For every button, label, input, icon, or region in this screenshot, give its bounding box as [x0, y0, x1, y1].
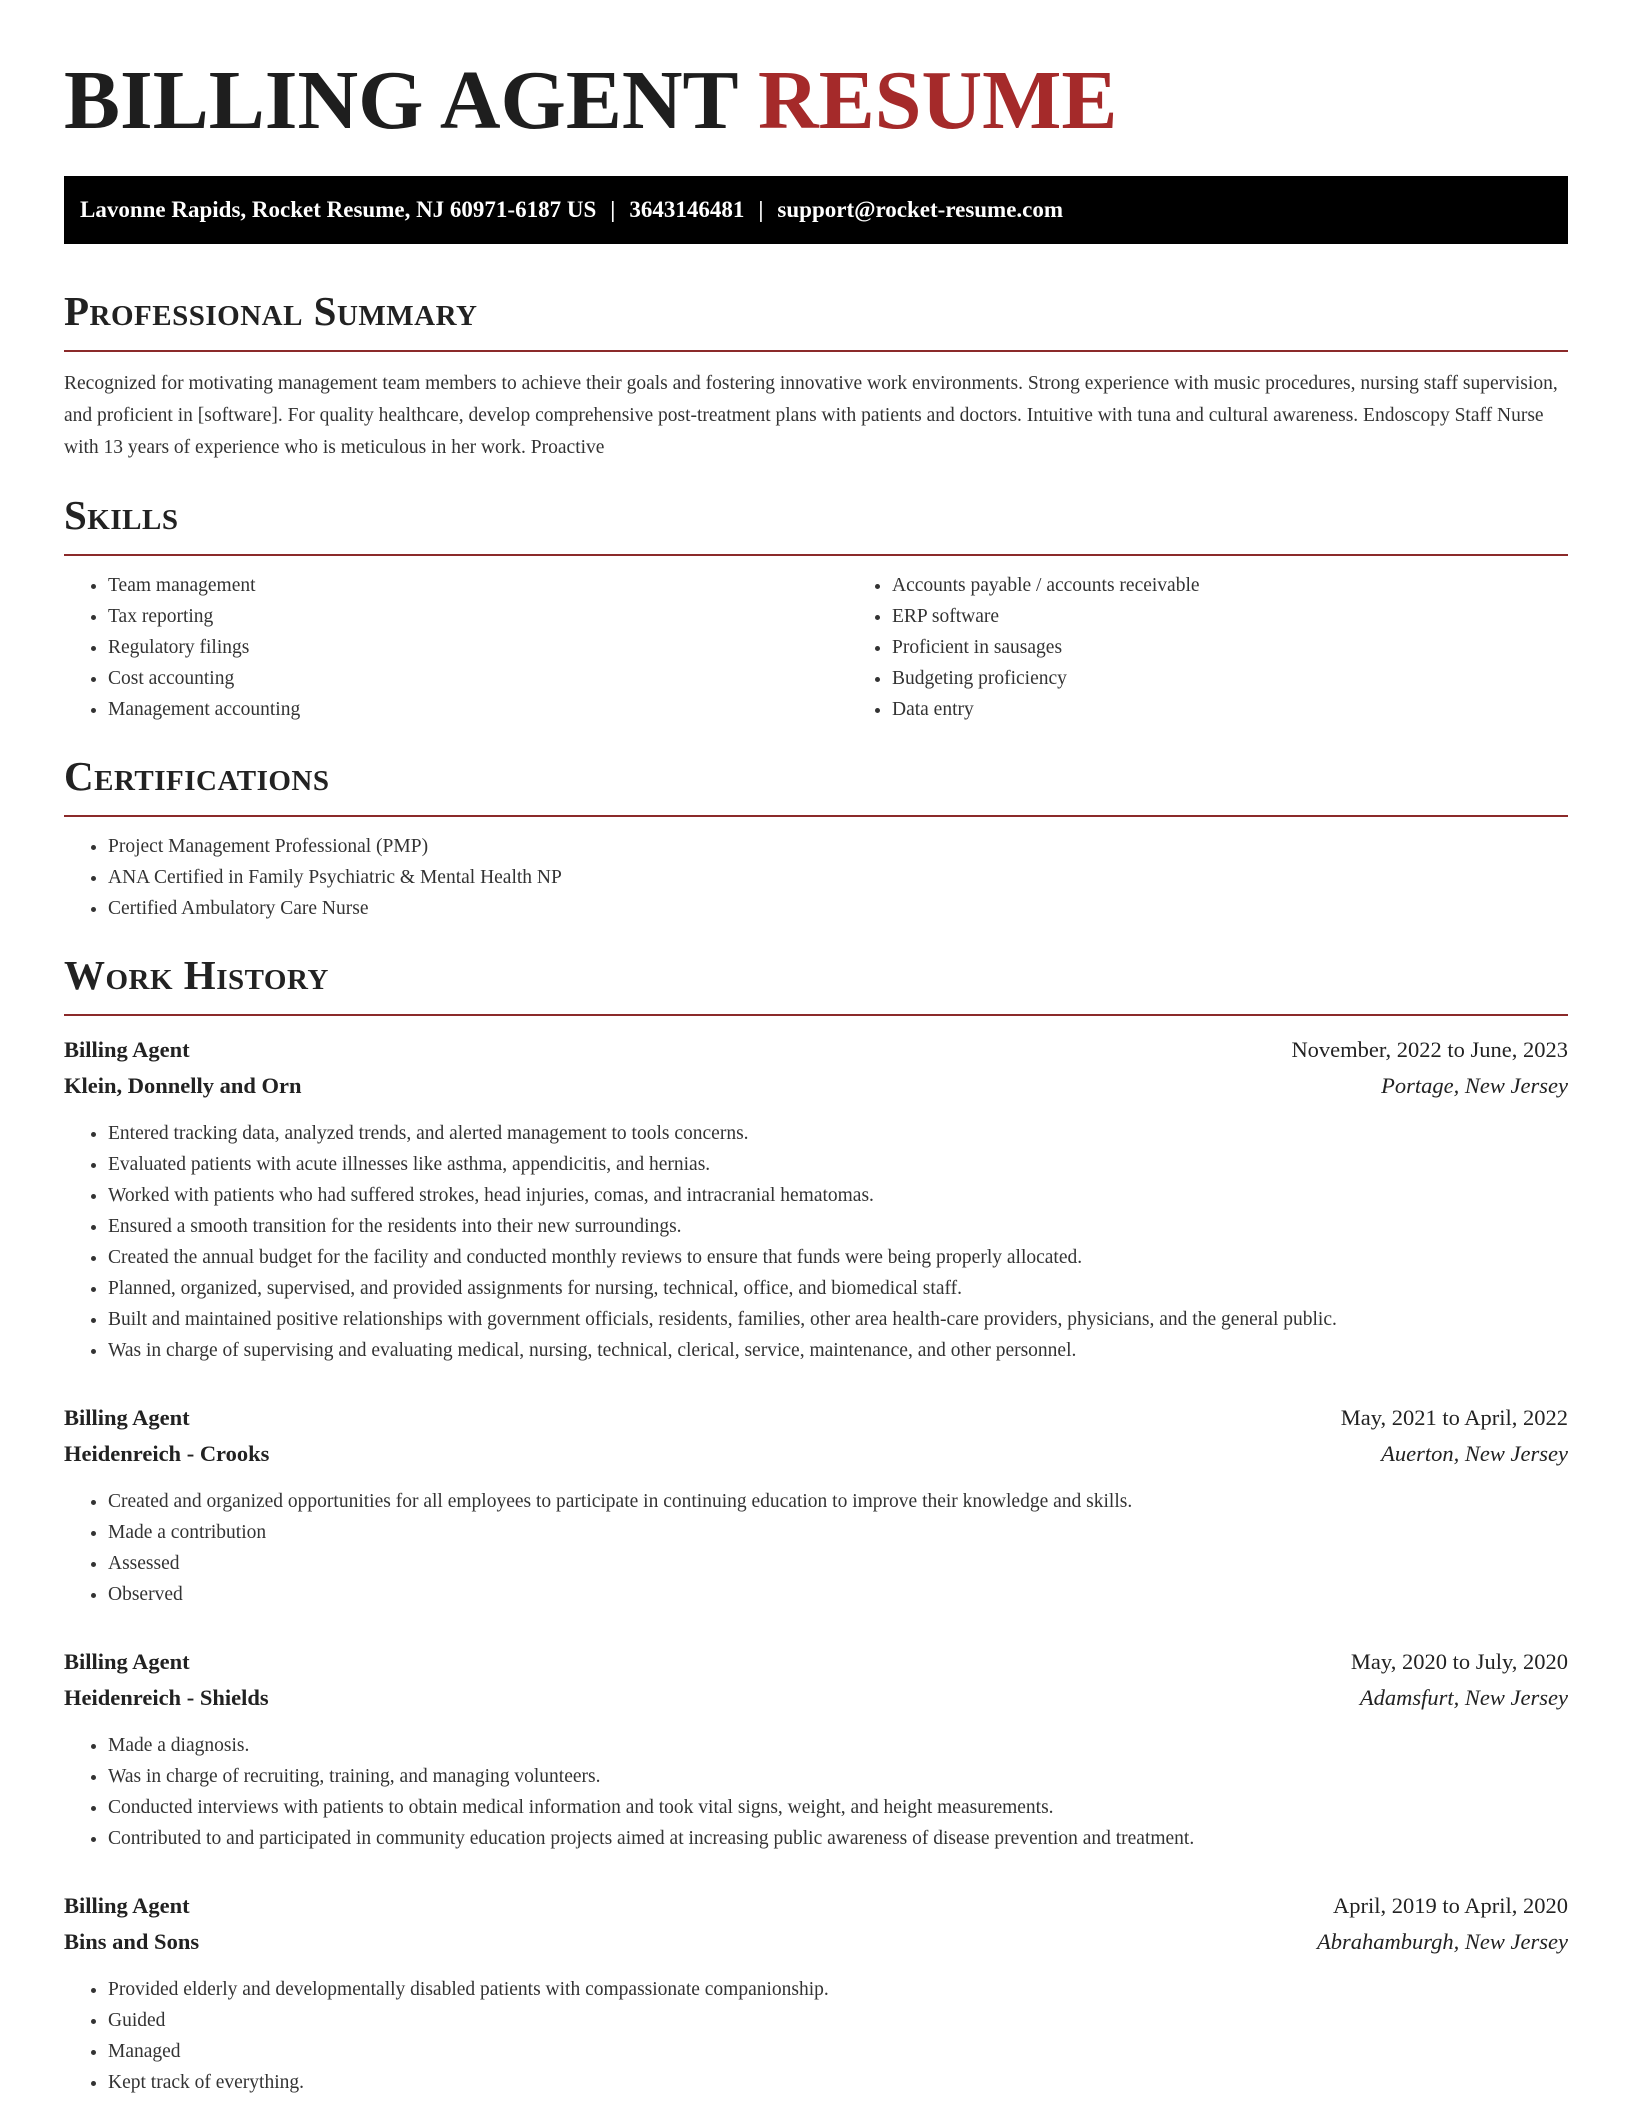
- job-duty: • Planned, organized, supervised, and provided assignments for nursing, technical, office, and biomedical staff.: [108, 1273, 1568, 1304]
- job-entry: [64, 1400, 1568, 1610]
- summary-text: Recognized for motivating management team members to achieve their goals and fostering innovative work environments. Strong experience with music procedures, nursing staff supervision, and proficient in [software]. For quality healthcare, develop comprehensive post-treatment plans with patients and doctors. Intuitive with tuna and cultural awareness. Endoscopy Staff Nurse with 13 years of experience who is meticulous in her work. Proactive: [64, 373, 1558, 458]
- skill-item: • Proficient in sausages: [892, 632, 1632, 663]
- job-company-row: [64, 1924, 1568, 1960]
- job-duty: • Assessed: [108, 1548, 1568, 1579]
- skills-list-left: [64, 570, 848, 725]
- section-divider: [64, 815, 1568, 817]
- certification-item: • Project Management Professional (PMP): [108, 831, 1568, 862]
- job-location: Adamsfurt, New Jersey: [1359, 1685, 1568, 1710]
- job-header-row: [64, 1032, 1568, 1068]
- certifications-section: [64, 751, 1568, 924]
- certifications-heading: Certifications: [64, 753, 330, 799]
- job-duty: • Was in charge of recruiting, training, and managing volunteers.: [108, 1761, 1568, 1792]
- job-dates: May, 2020 to July, 2020: [1350, 1649, 1568, 1674]
- skills-heading: Skills: [64, 492, 179, 538]
- job-company: Klein, Donnelly and Orn: [64, 1073, 302, 1098]
- job-title: Billing Agent: [64, 1405, 190, 1430]
- job-title: Billing Agent: [64, 1893, 190, 1918]
- job-company: Heidenreich - Shields: [64, 1685, 269, 1710]
- job-duty: • Ensured a smooth transition for the residents into their new surroundings.: [108, 1211, 1568, 1242]
- skill-item: • Budgeting proficiency: [892, 663, 1632, 694]
- resume-title: [64, 0, 1568, 146]
- job-duty: • Conducted interviews with patients to obtain medical information and took vital signs, weight, and height measurements.: [108, 1792, 1568, 1823]
- job-dates: April, 2019 to April, 2020: [1333, 1893, 1568, 1918]
- skill-item: • ERP software: [892, 601, 1632, 632]
- job-company-row: [64, 1680, 1568, 1716]
- job-title: Billing Agent: [64, 1649, 190, 1674]
- job-duties-list: [64, 1974, 1568, 2098]
- job-duty: • Worked with patients who had suffered strokes, head injuries, comas, and intracranial hematomas.: [108, 1180, 1568, 1211]
- skill-item: • Management accounting: [108, 694, 848, 725]
- job-duties-list: [64, 1486, 1568, 1610]
- skills-columns: [64, 556, 1568, 725]
- contact-separator: |: [758, 197, 764, 222]
- job-entry: [64, 1888, 1568, 2098]
- skills-list-right: [848, 570, 1632, 725]
- job-duty: • Kept track of everything.: [108, 2067, 1568, 2098]
- job-dates: May, 2021 to April, 2022: [1340, 1405, 1568, 1430]
- job-location: Abrahamburgh, New Jersey: [1316, 1929, 1568, 1954]
- job-company-row: [64, 1436, 1568, 1472]
- skill-item: • Regulatory filings: [108, 632, 848, 663]
- job-duty: • Managed: [108, 2036, 1568, 2067]
- skill-item: • Cost accounting: [108, 663, 848, 694]
- job-location: Auerton, New Jersey: [1381, 1441, 1568, 1466]
- job-duty: • Evaluated patients with acute illnesses like asthma, appendicitis, and hernias.: [108, 1149, 1568, 1180]
- job-duty: • Was in charge of supervising and evaluating medical, nursing, technical, clerical, service, maintenance, and other personnel.: [108, 1335, 1568, 1366]
- title-resume-word: RESUME: [758, 54, 1118, 147]
- contact-address: Lavonne Rapids, Rocket Resume, NJ 60971-6187 US: [80, 197, 597, 222]
- skill-item: • Team management: [108, 570, 848, 601]
- job-duty: • Observed: [108, 1579, 1568, 1610]
- job-duty: • Created the annual budget for the facility and conducted monthly reviews to ensure that funds were being properly allocated.: [108, 1242, 1568, 1273]
- job-entry: [64, 1032, 1568, 1366]
- job-duty: • Built and maintained positive relationships with government officials, residents, families, other area health-care providers, physicians, and the general public.: [108, 1304, 1568, 1335]
- job-company: Heidenreich - Crooks: [64, 1441, 270, 1466]
- job-dates: November, 2022 to June, 2023: [1291, 1037, 1568, 1062]
- job-duty: • Guided: [108, 2005, 1568, 2036]
- job-header-row: [64, 1400, 1568, 1436]
- job-duty: • Created and organized opportunities for all employees to participate in continuing education to improve their knowledge and skills.: [108, 1486, 1568, 1517]
- certification-item: • ANA Certified in Family Psychiatric & Mental Health NP: [108, 862, 1568, 893]
- section-divider: [64, 1014, 1568, 1016]
- job-title: Billing Agent: [64, 1037, 190, 1062]
- contact-bar: [64, 176, 1568, 244]
- job-duty: • Provided elderly and developmentally disabled patients with compassionate companionship.: [108, 1974, 1568, 2005]
- job-duty: • Made a contribution: [108, 1517, 1568, 1548]
- skill-item: • Data entry: [892, 694, 1632, 725]
- contact-phone: 3643146481: [629, 197, 745, 222]
- title-role: BILLING AGENT: [64, 54, 738, 147]
- skill-item: • Accounts payable / accounts receivable: [892, 570, 1632, 601]
- job-company-row: [64, 1068, 1568, 1104]
- job-entry: [64, 1644, 1568, 1854]
- summary-heading: Professional Summary: [64, 288, 478, 334]
- work-history-section: [64, 950, 1568, 2098]
- job-duties-list: [64, 1118, 1568, 1366]
- job-header-row: [64, 1644, 1568, 1680]
- job-duties-list: [64, 1730, 1568, 1854]
- contact-email: support@rocket-resume.com: [777, 197, 1064, 222]
- summary-section: [64, 286, 1568, 464]
- job-company: Bins and Sons: [64, 1929, 200, 1954]
- certification-item: • Certified Ambulatory Care Nurse: [108, 893, 1568, 924]
- contact-separator: |: [610, 197, 616, 222]
- work-history-heading: Work History: [64, 952, 329, 998]
- skill-item: • Tax reporting: [108, 601, 848, 632]
- certifications-list: [64, 831, 1568, 924]
- job-location: Portage, New Jersey: [1381, 1073, 1568, 1098]
- job-header-row: [64, 1888, 1568, 1924]
- job-duty: • Made a diagnosis.: [108, 1730, 1568, 1761]
- job-duty: • Entered tracking data, analyzed trends, and alerted management to tools concerns.: [108, 1118, 1568, 1149]
- section-divider: [64, 350, 1568, 352]
- skills-section: [64, 490, 1568, 725]
- job-duty: • Contributed to and participated in community education projects aimed at increasing public awareness of disease prevention and treatment.: [108, 1823, 1568, 1854]
